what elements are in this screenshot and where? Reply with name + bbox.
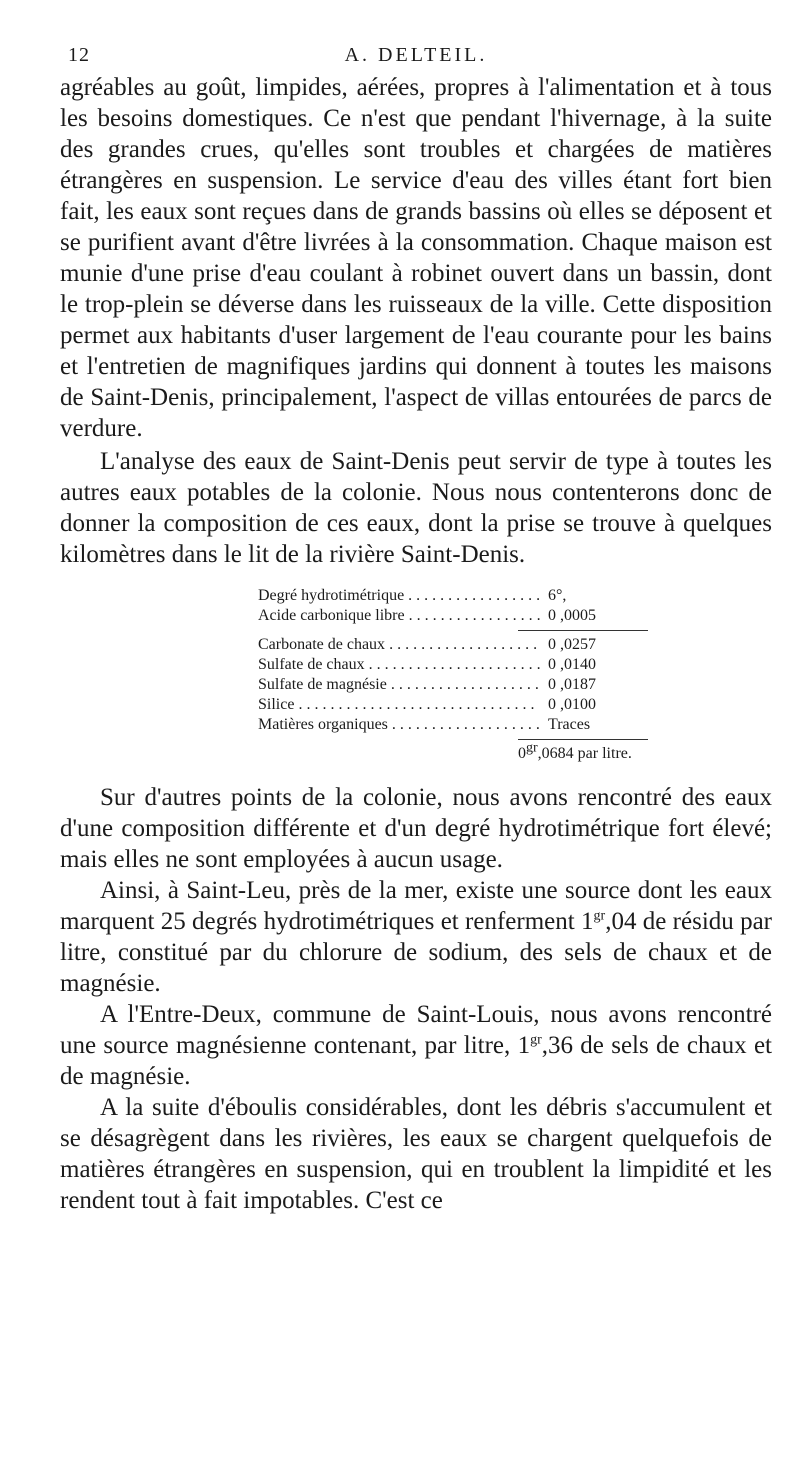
analysis-row [258, 635, 668, 655]
analysis-row [258, 606, 668, 626]
table-rule [518, 630, 648, 631]
document-page [60, 40, 772, 1216]
paragraph-saint-leu: Ainsi, à Saint-Leu, près de la mer, existe une source dont les eaux marquent 25 degrés hydrotimétriques et renferment $1^{gr},04$ de résidu par litre, constitué par du chlorure de sodium, des sels de chaux et de magnésie. [60, 877, 772, 997]
analysis-label: Sulfate de magnésie . . . [258, 675, 540, 695]
analysis-value: 6°, [540, 586, 668, 606]
page-number: 12 [68, 44, 90, 66]
paragraph-entre-deux: A l'Entre-Deux, commune de Saint-Louis, nous avons rencontré une source magnésienne contenant, par litre, $1^{gr},36$ de sels de chaux et de magnésie. [60, 1001, 772, 1090]
paragraph-water-service: agréables au goût, limpides, aérées, propres à l'alimentation et à tous les besoins domestiques. Ce n'est que pendant l'hivernage, à la suite des grandes crues, qu'elles sont troubles et chargées de matières étrangères en suspension. Le service d'eau des villes étant fort bien fait, les eaux sont reçues dans de grands bassins où elles se déposent et se purifient avant d'être livrées à la consommation. Chaque maison est munie d'une prise d'eau coulant à robinet ouvert dans un bassin, dont le trop-plein se déverse dans les ruisseaux de la ville. Cette disposition permet aux habitants d'user largement de l'eau courante pour les bains et l'entretien de magnifiques jardins qui donnent à toutes les maisons de Saint-Denis, principalement, l'aspect de villas entourées de parcs de verdure. [60, 74, 772, 442]
running-title-author: A. DELTEIL. [344, 44, 488, 66]
analysis-label: Matières organiques . . . [258, 715, 540, 735]
analysis-value: 0 ,0140 [540, 655, 668, 675]
analysis-label: Carbonate de chaux . . . [258, 635, 540, 655]
analysis-value: 0 ,0100 [540, 695, 668, 715]
analysis-value: Traces [540, 715, 668, 735]
analysis-label: Silice . . . [258, 695, 540, 715]
analysis-row [258, 655, 668, 675]
analysis-row [258, 715, 668, 735]
analysis-value: 0 ,0005 [540, 606, 668, 626]
paragraph-other-points: Sur d'autres points de la colonie, nous avons rencontré des eaux d'une composition différente et d'un degré hydrotimétrique fort élevé; mais elles ne sont employées à aucun usage. [60, 784, 772, 873]
analysis-label: Sulfate de chaux . . . [258, 655, 540, 675]
analysis-row [258, 586, 668, 606]
analysis-label: Acide carbonique libre . . . [258, 606, 540, 626]
analysis-label: Degré hydrotimétrique . . . [258, 586, 540, 606]
paragraph-eboulis: A la suite d'éboulis considérables, dont les débris s'accumulent et se désagrègent dans les rivières, les eaux se chargent quelquefois de matières étrangères en suspension, qui en troublent la limpidité et les rendent tout à fait impotables. C'est ce [60, 1094, 772, 1214]
analysis-row [258, 675, 668, 695]
analysis-value: 0 ,0257 [540, 635, 668, 655]
running-header [60, 40, 772, 72]
water-analysis-table [258, 586, 668, 764]
analysis-value: 0 ,0187 [540, 675, 668, 695]
analysis-total: $0^{gr},0684$ par litre. [518, 740, 632, 762]
paragraph-analysis-intro: L'analyse des eaux de Saint-Denis peut servir de type à toutes les autres eaux potables de la colonie. Nous nous contenterons donc de donner la composition de ces eaux, dont la prise se trouve à quelques kilomètres dans le lit de la rivière Saint-Denis. [60, 448, 772, 568]
analysis-row [258, 695, 668, 715]
